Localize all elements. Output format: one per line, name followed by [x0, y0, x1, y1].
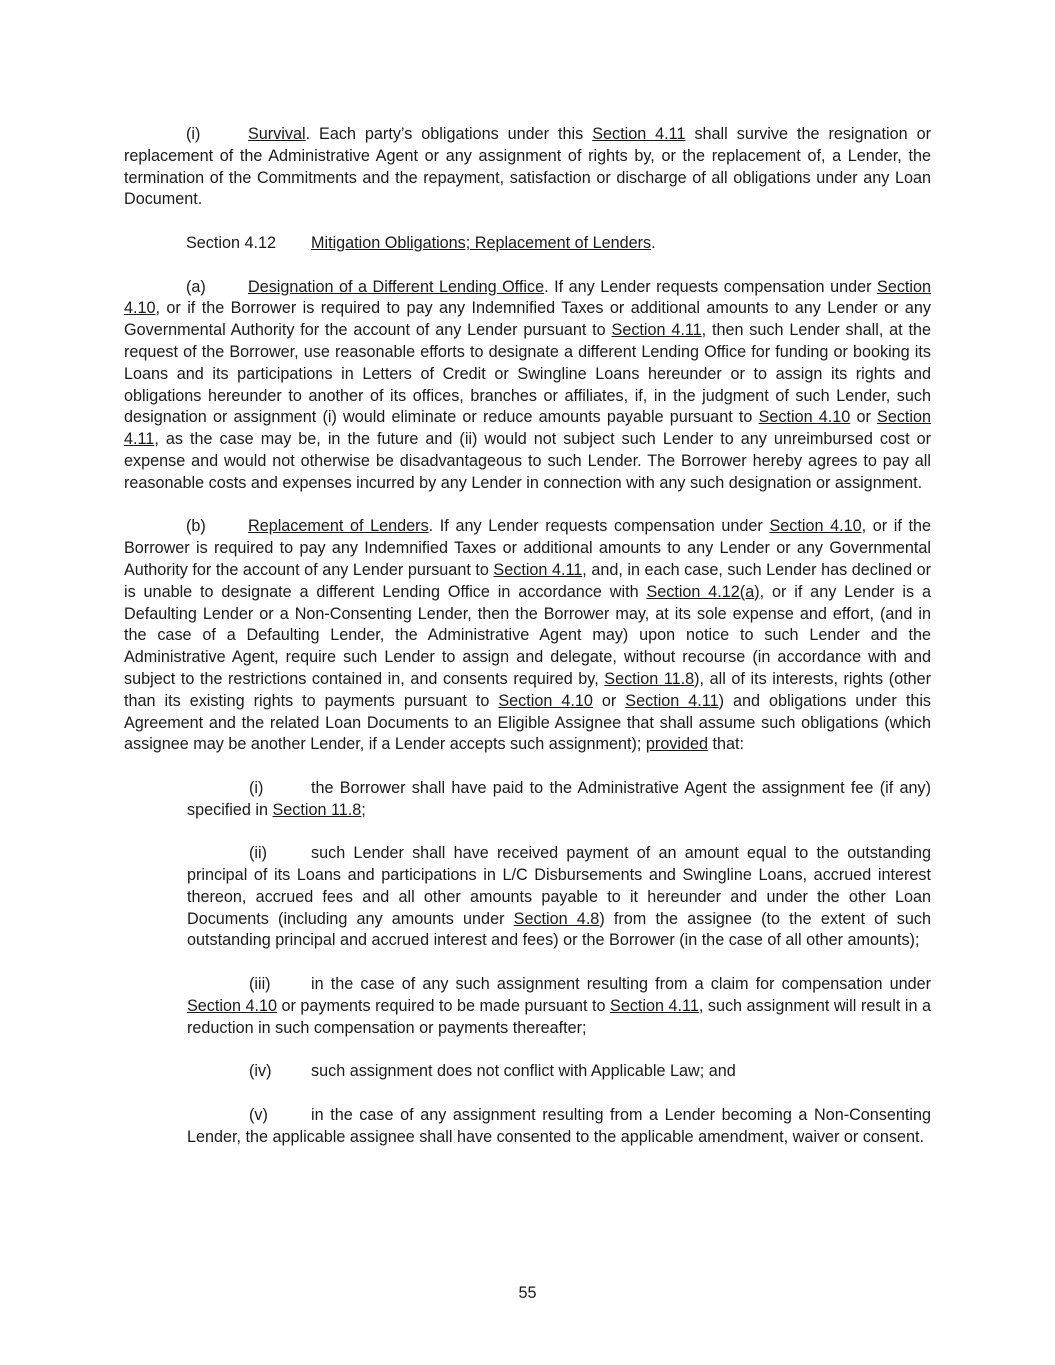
- paragraph-label: (a): [186, 277, 206, 296]
- body-text: the Borrower shall have paid to the Administrative Agent the assignment fee (if any) specified in: [187, 778, 931, 819]
- body-text: . Each party’s obligations under this: [305, 125, 593, 143]
- cross-reference: Section 4.11: [124, 408, 932, 449]
- body-text: or payments required to be made pursuant to: [277, 996, 611, 1015]
- body-text: or: [592, 691, 626, 710]
- cross-reference: Section 4.8: [513, 909, 600, 928]
- cross-reference: Section 4.11: [610, 996, 699, 1015]
- body-text: , such assignment will result in a reduction in such compensation or payments thereafter;: [187, 996, 932, 1037]
- body-text: that:: [708, 735, 745, 754]
- body-text: ) from the assignee (to the extent of such outstanding principal and accrued interest and fees) or the Borrower (in the case of all other amounts);: [187, 909, 932, 950]
- cross-reference: Section 11.8: [604, 669, 695, 688]
- section-title-period: .: [651, 233, 656, 252]
- paragraph-heading: Replacement of Lenders: [248, 517, 429, 536]
- subclause-label: (i): [249, 778, 264, 797]
- body-text: , and, in each case, such Lender has declined or is unable to designate a different Lending Office in accordance with: [124, 560, 932, 601]
- cross-reference: Section 4.10: [187, 996, 278, 1015]
- subclause-i: [187, 778, 931, 822]
- subclause-label: (iv): [249, 1062, 272, 1081]
- paragraph-heading: Designation of a Different Lending Office: [248, 277, 545, 296]
- body-text: ), all of its interests, rights (other than its existing rights to payments pursuant to: [124, 669, 931, 710]
- subclause-label: (ii): [249, 844, 267, 863]
- subclause-label: (v): [249, 1105, 268, 1124]
- body-text: , or if the Borrower is required to pay any Indemnified Taxes or additional amounts to any Lender or any Governmental Authority for the account of any Lender pursuant to: [124, 517, 932, 579]
- body-text: , as the case may be, in the future and (ii) would not subject such Lender to any unreimbursed cost or expense and would not otherwise be disadvantageous to such Lender. The Borrower hereby agrees to pay all reasonable costs and expenses incurred by any Lender in connection with any such designation or assignment.: [124, 430, 931, 492]
- proviso-term: provided: [645, 735, 709, 754]
- body-text: ;: [361, 800, 366, 819]
- subclause-iii: [187, 974, 931, 1039]
- body-text: in the case of any assignment resulting from a Lender becoming a Non-Consenting Lender, the applicable assignee shall have consented to the applicable amendment, waiver or consent.: [187, 1105, 931, 1146]
- subclause-v: [187, 1105, 931, 1149]
- cross-reference: Section 4.10: [498, 691, 593, 710]
- cross-reference: Section 4.11: [592, 125, 686, 143]
- subclause-label: (iii): [249, 975, 271, 994]
- cross-reference: Section 4.10: [769, 517, 862, 536]
- subclause-iv: [187, 1061, 931, 1083]
- paragraph-replacement: [124, 516, 931, 756]
- cross-reference: Section 4.12(a): [646, 582, 760, 601]
- body-text: , or if the Borrower is required to pay any Indemnified Taxes or additional amounts to any Lender or any Governmental Authority for the account of any Lender pursuant to: [124, 299, 931, 340]
- body-text: ) and obligations under this Agreement and the related Loan Documents to an Eligible Assignee that shall assume such obligations (which assignee may be another Lender, if a Lender accepts such assignment);: [124, 691, 932, 754]
- cross-reference: Section 4.10: [124, 277, 932, 318]
- body-text: in the case of any such assignment resulting from a claim for compensation under: [311, 975, 931, 994]
- paragraph-heading: Survival: [248, 125, 306, 143]
- subclause-ii: [187, 843, 931, 952]
- body-text: such assignment does not conflict with Applicable Law; and: [311, 1062, 736, 1081]
- body-text: , or if any Lender is a Defaulting Lender or a Non-Consenting Lender, then the Borrower may, at its sole expense and effort, (and in the case of a Defaulting Lender, the Administrative Agent may) upon notice to such Lender and the Administrative Agent, require such Lender to assign and delegate, without recourse (in accordance with and subject to the restrictions contained in, and consents required by,: [124, 582, 931, 688]
- paragraph-survival: [124, 124, 931, 211]
- body-text: . If any Lender requests compensation under: [428, 517, 770, 536]
- section-number: Section 4.12: [186, 233, 276, 252]
- body-text: such Lender shall have received payment of an amount equal to the outstanding principal of its Loans and participations in L/C Disbursements and Swingline Loans, accrued interest thereon, accrued fees and all other amounts payable to it hereunder and under the other Loan Documents (including any amounts under: [187, 844, 931, 928]
- paragraph-label: (i): [186, 125, 201, 143]
- body-text: . If any Lender requests compensation under: [544, 277, 878, 296]
- section-heading: [124, 233, 931, 255]
- body-text: shall survive the resignation or replacement of the Administrative Agent or any assignment of rights by, or the replacement of, a Lender, the termination of the Commitments and the repayment, satisfaction or discharge of all obligations under any Loan Document.: [124, 125, 932, 209]
- cross-reference: Section 4.11: [611, 321, 702, 340]
- section-title: Mitigation Obligations; Replacement of Lenders: [311, 233, 652, 252]
- cross-reference: Section 4.11: [493, 560, 583, 579]
- body-text: or: [850, 408, 878, 427]
- cross-reference: Section 4.11: [625, 691, 719, 710]
- paragraph-label: (b): [186, 517, 206, 536]
- body-text: , then such Lender shall, at the request of the Borrower, use reasonable efforts to designate a different Lending Office for funding or booking its Loans and its participations in Letters of Credit or Swingline Loans hereunder or to assign its rights and obligations hereunder to another of its offices, branches or affiliates, if, in the judgment of such Lender, such designation or assignment (i) would eliminate or reduce amounts payable pursuant to: [124, 321, 931, 427]
- page-number: 55: [518, 1284, 537, 1302]
- cross-reference: Section 4.10: [758, 408, 851, 427]
- paragraph-designation: [124, 277, 931, 495]
- cross-reference: Section 11.8: [272, 800, 362, 819]
